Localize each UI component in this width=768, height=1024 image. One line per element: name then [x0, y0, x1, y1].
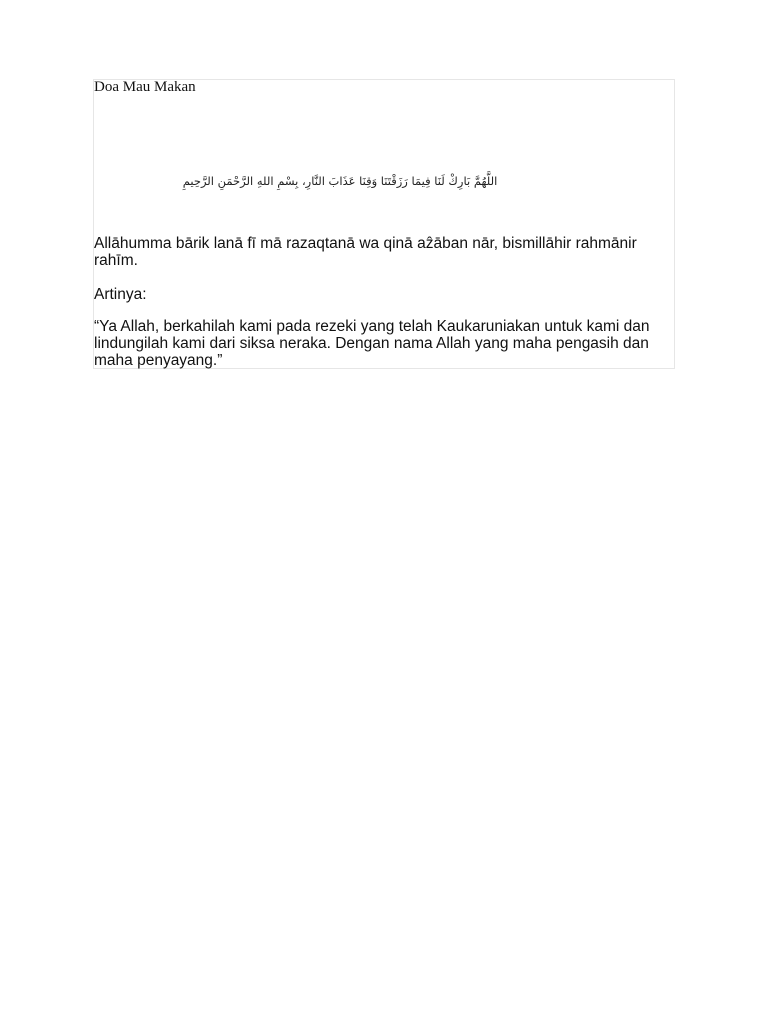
arabic-prayer-text: اللَّهُمَّ بَارِكْ لَنَا فِيمَا رَزَقْتَنَا وَقِنَا عَذَابَ النَّارِ، بِسْمِ اللهِ الرَّحْمَنِ الرَّحِيمِ	[182, 174, 498, 188]
prayer-content-box	[93, 79, 675, 369]
translation-paragraph: “Ya Allah, berkahilah kami pada rezeki yang telah Kaukaruniakan untuk kami dan lindungilah kami dari siksa neraka. Dengan nama Allah yang maha pengasih dan maha penyayang.”	[94, 318, 650, 369]
meaning-label: Artinya:	[94, 286, 147, 303]
document-title: Doa Mau Makan	[94, 79, 196, 95]
transliteration-paragraph: Allāhumma bārik lanā fī mā razaqtanā wa qinā aẑāban nār, bismillāhir rahmānir rahīm.	[94, 235, 637, 269]
